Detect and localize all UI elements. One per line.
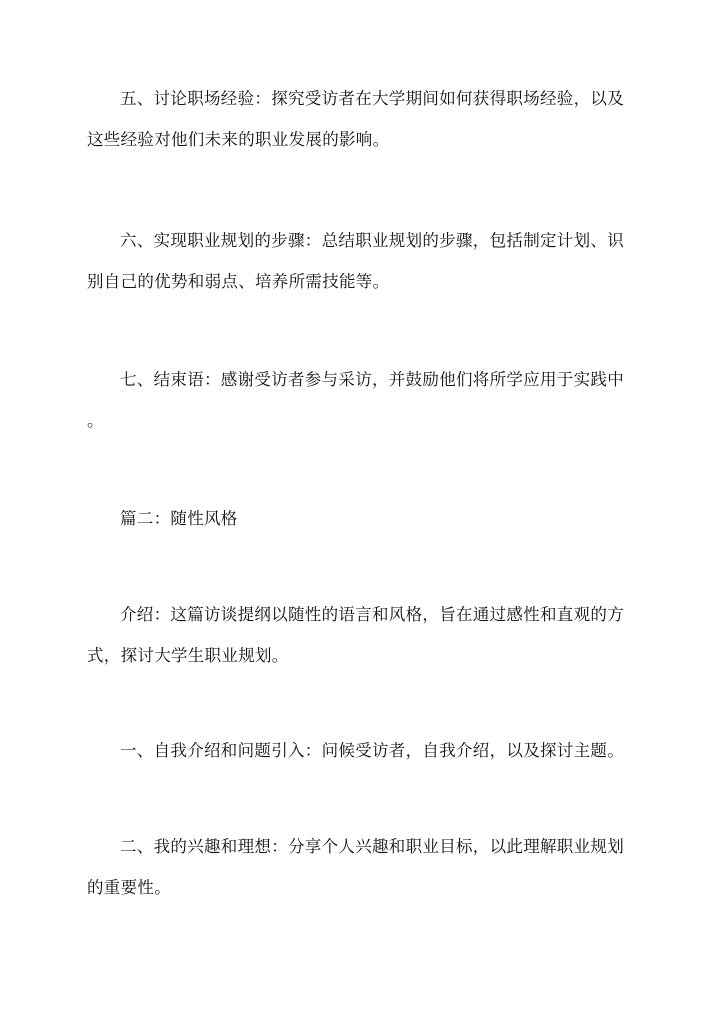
paragraph-line: 一、自我介绍和问题引入：问候受访者，自我介绍，以及探讨主题。	[120, 741, 624, 760]
paragraph-line: 五、讨论职场经验：探究受访者在大学期间如何获得职场经验，以及	[120, 89, 624, 108]
paragraph-line: 别自己的优势和弱点、培养所需技能等。	[87, 272, 390, 291]
paragraph-question-1	[87, 730, 635, 771]
heading-text: 篇二：随性风格	[120, 509, 238, 528]
paragraph-question-2	[87, 826, 635, 908]
paragraph-line: 介绍：这篇访谈提纲以随性的语言和风格，旨在通过感性和直观的方	[120, 605, 624, 624]
paragraph-section-6	[87, 220, 635, 302]
section-heading	[120, 498, 238, 539]
paragraph-line: 的重要性。	[87, 878, 171, 897]
paragraph-line: 六、实现职业规划的步骤：总结职业规划的步骤，包括制定计划、识	[120, 231, 624, 250]
paragraph-line: 式，探讨大学生职业规划。	[87, 646, 289, 665]
paragraph-section-5	[87, 78, 635, 160]
paragraph-line: 二、我的兴趣和理想：分享个人兴趣和职业目标，以此理解职业规划	[120, 837, 624, 856]
paragraph-line: 。	[87, 411, 104, 430]
paragraph-line: 这些经验对他们未来的职业发展的影响。	[87, 130, 390, 149]
paragraph-line: 七、结束语：感谢受访者参与采访，并鼓励他们将所学应用于实践中	[120, 370, 624, 389]
paragraph-section-7	[87, 359, 635, 441]
paragraph-intro	[87, 594, 635, 676]
